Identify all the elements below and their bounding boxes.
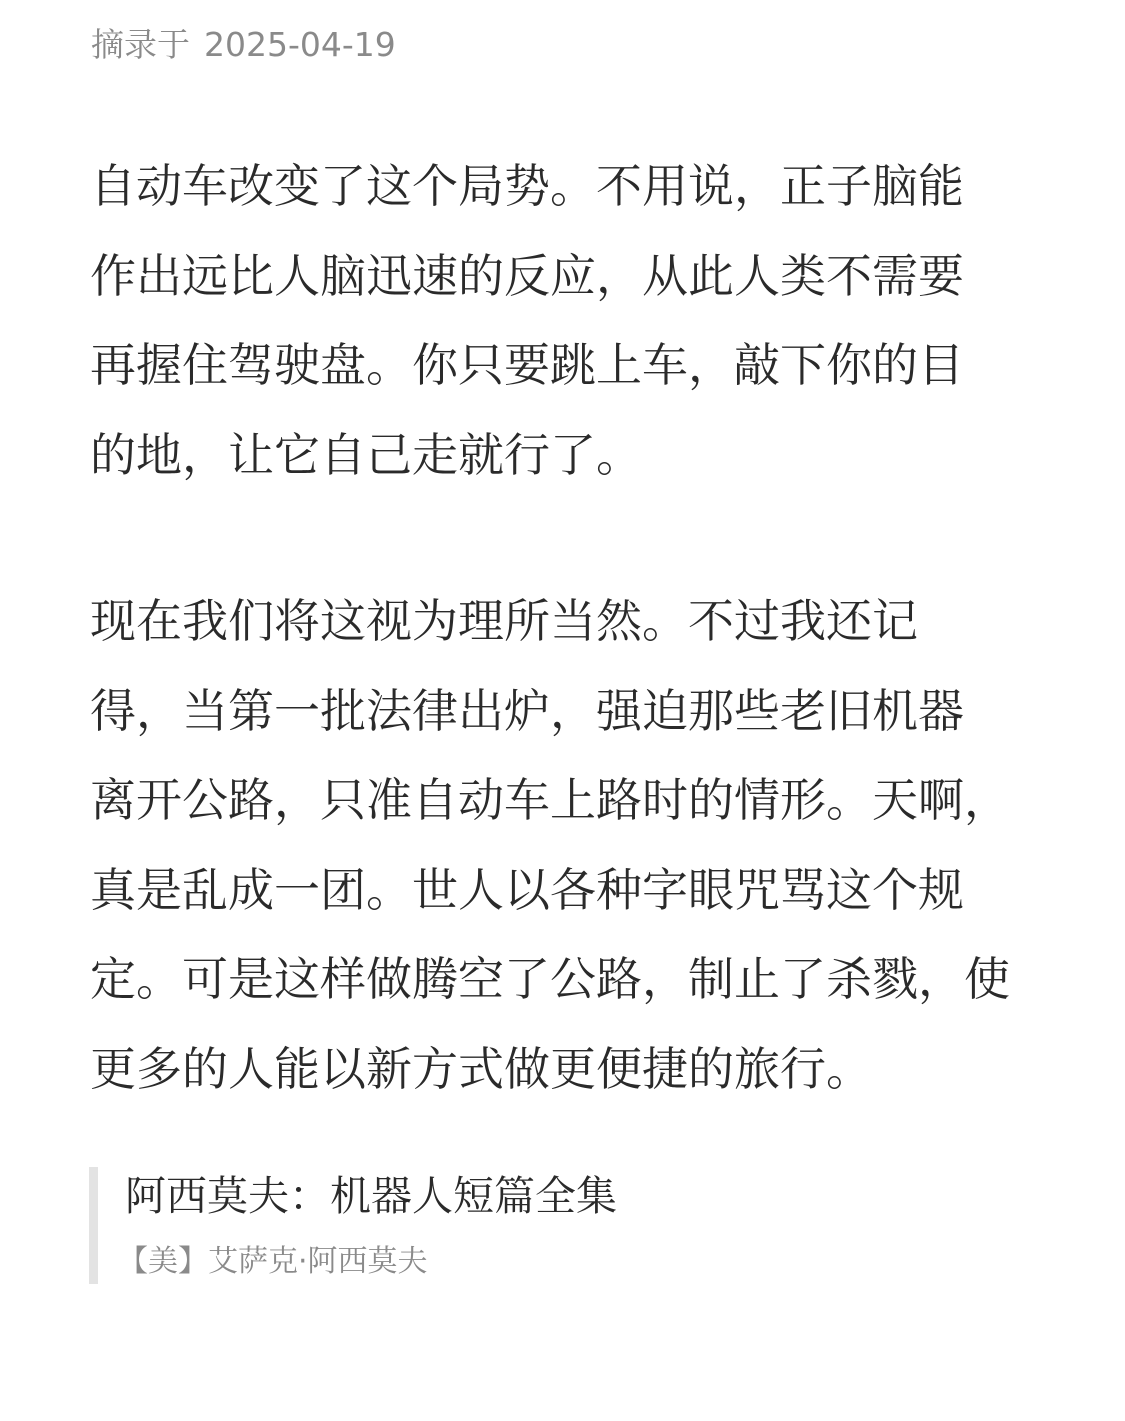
quote-line: 作出远比人脑迅速的反应，从此人类不需要 bbox=[90, 248, 964, 303]
quote-line: 得，当第一批法律出炉，强迫那些老旧机器 bbox=[90, 683, 964, 738]
quote-line: 的地，让它自己走就行了。 bbox=[90, 427, 642, 482]
book-title[interactable]: 阿西莫夫：机器人短篇全集 bbox=[125, 1172, 617, 1220]
quote-line: 再握住驾驶盘。你只要跳上车，敲下你的目 bbox=[90, 338, 964, 392]
quote-paragraph-1 bbox=[90, 142, 1050, 500]
quote-line: 更多的人能以新方式做更便捷的旅行。 bbox=[90, 1041, 872, 1096]
excerpt-date-value: 2025-04-19 bbox=[204, 25, 396, 64]
quote-line: 真是乱成一团。世人以各种字眼咒骂这个规 bbox=[90, 862, 964, 917]
quote-line: 自动车改变了这个局势。不用说，正子脑能 bbox=[90, 159, 964, 213]
quote-line: 定。可是这样做腾空了公路，制止了杀戮，使 bbox=[90, 952, 1010, 1006]
excerpt-date bbox=[91, 22, 396, 68]
quote-line: 现在我们将这视为理所当然。不过我还记 bbox=[90, 594, 918, 648]
quote-line: 离开公路，只准自动车上路时的情形。天啊， bbox=[90, 773, 1010, 827]
book-author: 【美】艾萨克·阿西莫夫 bbox=[118, 1244, 428, 1279]
book-source-card[interactable] bbox=[89, 1167, 998, 1284]
excerpt-label: 摘录于 bbox=[91, 25, 190, 64]
quote-paragraph-2 bbox=[90, 577, 1050, 1114]
